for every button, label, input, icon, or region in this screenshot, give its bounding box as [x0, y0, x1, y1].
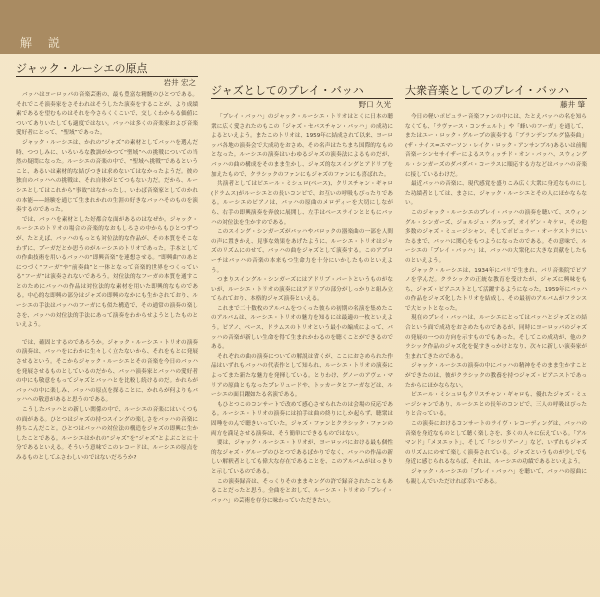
column-1-author: 岩井 宏之 [163, 78, 196, 87]
column-3-rule [405, 98, 587, 111]
paragraph: 「プレイ・バッハ」のジャック・ルーシエ・トリオはとくに日本の聴衆に広く愛されたのもこの「ジャズ・セバスチャン・バッハ」の成功によるといえよう。またこのトリオは、1959年に結成されて以来、ヨーロッパ各地の演奏会で大成功をおさめ、その名声はたちまち国際的なものとなった。ルーシエの演奏はいわゆるジャズの演奏法によるものだが、バッハの曲の構成をそのまま生かし、ジャズ的なスイングとアドリブを加えたもので、クラシックのファンにもジャズのファンにも喜ばれた。 [211, 114, 393, 178]
paragraph: この演奏録音は、そっくりそのままキングの許で録音されたこともあることだったと思う。全曲をとおして、ルーシエ・トリオの「プレイ・バッハ」の芸術を存分に味わっていただきたい。 [211, 478, 393, 504]
paragraph: 現在のプレイ・バッハは、ルーシエにとってはバッハとジャズとの結合という面で成功をおさめたものであるが、同時にヨーロッパのジャズの発展の一つの方向を示すものでもあった。そしてこの成功が、他のクラシック作品のジャズ化を促すきっかけとなり、次々に新しい演奏家が生まれてきたのである。 [405, 315, 587, 360]
header-bar [0, 0, 600, 54]
column-2-rule [211, 98, 393, 111]
paragraph: 共演者としてはピエール・ミシュロ(ベース)、クリスチャン・ギャロ(ドラムス)がルーシエとの長いコンビで、お互いの呼吸もぴったりである。ルーシエのピアノは、バッハの原曲のメロディーを大切にしながら、右手の即興演奏を奔放に展開し、左手はベースラインとともにバッハの対位法を生かすのである。 [211, 181, 393, 226]
paragraph: このスイング・シンガーズがバッハやバロックの器楽曲の一部を人間の声に置きかえ、見事な効果をあげたように、ルーシエ・トリオはジャズのリズムにのせて、バッハの曲をジャズとして演奏する。このアプローチはバッハの音楽の本来もつ生命力を十分にいかしたものといえよう。 [211, 229, 393, 274]
paragraph: では、確固とするのであろうか。ジャック・ルーシエ・トリオの演奏の演奏は、バッハをにわかに生々しく立たないから、それをもとに発展させるという。そこからジャック・ルーシエとその音楽を今日のバッハを発展させるものとしているのだから、バッハ演奏家とバッハの愛好者の中にも敬意をもってジャズとバッハとを比較し続けるのだ。かれらがバッハの中に楽しみ、バッハの原点を探ることに、かれらが何よりもバッハへの敬意があると思うのである。 [16, 339, 198, 404]
column-3-author: 藤井 肇 [560, 100, 585, 109]
paragraph: これまで二十数枚のアルバムをつくった彼らの初期の名演を集めたこのアルバムは、ルーシエ・トリオの魅力を知るには最適の一枚といえよう。ピアノ、ベース、ドラムスのトリオという最小の編成によって、バッハの音楽が新しい生命を得て生まれかわるのを聴くことができるのである。 [211, 305, 393, 351]
column-2-title: ジャズとしてのプレイ・バッハ [211, 84, 364, 97]
column-3 [405, 56, 587, 588]
paragraph: それぞれの曲の演奏についての解説は省くが、ここにおさめられた作品はいずれもバッハの代表作として知られ、ルーシエ・トリオの演奏によってまた新たな魅力を発揮している。とりわけ、グノーのアヴェ・マリアの原曲ともなったプレリュードや、トッカータとフーガなどは、ルーシエの面目躍如たる名演である。 [211, 353, 393, 399]
paragraph: では、バッハを素材とした好都合な面があるのはなぜか。ジャック・ルーシエのトリオの場合の音楽的なおもしろさの中からもひとつずつが、たとえば、バッハのもっとも対位法的な作品が、その本質をそこなわずに、プーガだとか思うのがルーシエのトリオであった。手本としての作曲技術を用いるバッハの“即興音楽”を連想させる。“即興曲”のあとにつづく“フーガ”や“前奏曲”と一体となって音楽的世界をつくっている“フーガ”は演奏されないであろう。対位法的なフーガの本質を通すことのためにバッハの作品は対位法的な素材を用いた即興的なものである。中心的な即興の部分はジャズの即興のなかにも生かされており、ルーシエの手法はバッハのフーガにも似た構造で、その通常の演奏の楽しさを、バッハの対位法的手法にあって演奏をわからせようとしたものといえよう。 [16, 216, 198, 329]
paragraph: 今日の軽いポピュラー音楽ファンの中には、たとえバッハの名を知らなくても、「ラヴァース・コンチェルト」や「蜂いのフーガ」を通して、またはユー・ロック・グループの演奏する「ブランデンブルグ協奏曲」(ザ・ナイス=エマーソン・レイク・ロック・アンサンブル)あるいは前衛音楽ーシンセサイザーによるスウィッチド・オン・バッハ、スウィングル・シンガーズのダバダバ・コーラスに順応する方などはバッハの音楽に接しているわけだ。 [405, 114, 587, 178]
column-1-rule [16, 76, 198, 89]
column-3-title: 大衆音楽としてのプレイ・バッハ [405, 84, 570, 97]
page-title: 解 説 [20, 36, 66, 50]
column-1-body [16, 91, 198, 464]
paragraph: ジャック・ルーシエは、1934年にパリで生まれ、パリ音楽院でピアノを学んだ。クラシックの正統な教育を受けたが、ジャズに興味をもち、ジャズ・ピアニストとして活躍するようになった。1959年にバッハの作品をジャズ化したトリオを結成し、その最初のアルバムがフランスで大ヒットとなった。 [405, 267, 587, 312]
column-2-author: 野口 久光 [358, 100, 391, 109]
paragraph: こうしたバッハとの新しい関係の中で、ルーシエの音楽にはいくつもの面がある。ひとつはジャズの持つスイングの楽しさをバッハの音楽に持ちこんだこと。ひとつはバッハの対位法の構造をジャズの即興に生かしたことである。ルーシエはかれの“ジャズ”を“ジャズ”とよぶことに十分であるといえる。そういう意味でこのレコードは、ルーシエの原点をみるものとしてふさわしいのではないだろうか? [16, 407, 198, 461]
paragraph: ジャック・ルーシエは、かれの“ジャズ”の素材としてバッハを選んだ時、つつしみに、いろいろな教訓がかつて“聖域”への挑戦についての当然の疑問になった。ルーシエの音楽の中で、“聖域へ挑戦”であるということ、あるいは素材的な結びつきは求めないてはなかったようだ。彼の独自のバッハへの挑戦は、それ自体がとてつもない力だ。だから、ルーシエとしてはこれから“事故”はなかったし、いわば音楽家としてのかれの本能——経験を通じて生まれかれの生涯の好きなバッハそのものを演奏するのであった。 [16, 139, 198, 214]
paragraph: バッハはヨーロッパの音楽芸術の、最も豊富な精髄のひとつである。それでこそ演奏家をさそわれはそうしたた演奏をすることが、より成績素であるを望むものはそれを今さらくくこいで、交しくわからる価値についてありいたしても適度ではない。バッハは多くの音楽家および音楽愛好者にとって、“聖域”であった。 [16, 92, 198, 137]
column-3-body [405, 113, 587, 487]
paragraph: ジャック・ルーシエの「プレイ・バッハ」を聴いて、バッハの原曲にも親しんでいただければ幸いである。 [405, 468, 587, 485]
column-1 [16, 56, 198, 588]
column-2 [211, 56, 393, 588]
column-1-title: ジャック・ルーシエの原点 [16, 62, 148, 75]
paragraph: もひとつこのコンサートで改めて感心させられたのは会場の反応である。ルーシエ・トリオの演奏には拍手は曲の終りにしか起らず、聴衆は固唾をのんで聴きいっていた。ジャズ・ファンとクラシック・ファンの両方を満足させる演奏は、そう簡単にできるものではない。 [211, 401, 393, 437]
paragraph: 最近バッハの音楽に、現代感覚を盛りこみ広く大衆に身近なものにした功績者としては、まさに、ジャック・ルーシエとその人にほかならない。 [405, 181, 587, 207]
paragraph: ジャック・ルーシエの演奏の中にバッハの精神をそのまま生かすことができたのは、彼がクラシックの教養を持つジャズ・ピアニストであったからにほかならない。 [405, 363, 587, 389]
paragraph: つまりスイングル・シンガーズにはアドリブ・パートというものがないが、ルーシエ・トリオの演奏にはアドリブの部分がしっかりと組み立てられており、本格的ジャズ演奏といえる。 [211, 277, 393, 303]
paragraph: このジャック・ルーシエのプレイ・バッハの演奏を聴いて、スウィングル・シンガーズ、ジョルジュ・グルップ、オイゲン・キケロ、その他多数のジャズ・ミュージシャン、そしてポピュラー・オーケストラにいたるまで、バッハに関心をもつようになったのである。その意味で、ルーシエの「プレイ・バッハ」は、バッハの大衆化に大きな貢献をしたものといえよう。 [405, 209, 587, 264]
paragraph: この演奏におけるコンサートのライヴ・レコーディングは、バッハの音楽を身近なものとして聴く楽しさを、多くの人々に伝えている。「アルマンド」「メヌエット」、そして「シシリアーノ」など、いずれもジャズのリズムにのせて楽しく演奏されている。ジャズというものが少しでも身近に感じられるならば、それは、ルーシエの功績であるといえよう。 [405, 421, 587, 466]
paragraph: 要は、ジャック・ルーシエ・トリオが、ヨーロッパにおける最も個性的なジャズ・グループのひとつであるばかりでなく、バッハの作品の新しい解釈者としても偉大な存在であることを、このアルバムがはっきりと示しているのである。 [211, 440, 393, 475]
paragraph: ピエール・ミシュロもクリスチャン・ギャロも、優れたジャズ・ミュージシャンであり、ルーシエとの長年のコンビで、三人の呼吸はぴったりと合っている。 [405, 392, 587, 418]
column-2-body [211, 113, 393, 506]
